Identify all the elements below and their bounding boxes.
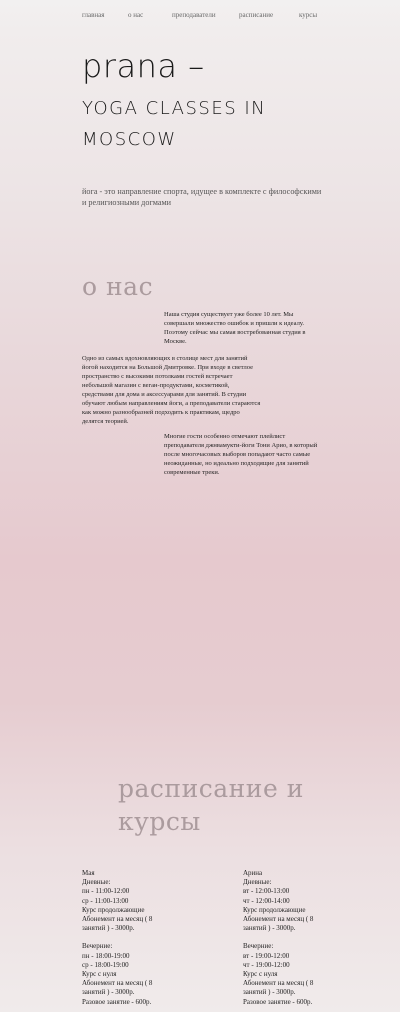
single-price-line: Разовое занятие - 600р. (82, 997, 152, 1006)
nav-link-teachers[interactable]: преподаватели (172, 11, 216, 19)
teacher-schedule-maya (82, 869, 172, 1007)
brand-title: prana – (82, 47, 205, 85)
schedule-line: чт - 12:00-14:00 (243, 896, 290, 905)
price-line: Абонемент на месяц ( 8 занятий ) - 3000р. (82, 915, 153, 933)
price-line: Абонемент на месяц ( 8 занятий ) - 3000р. (243, 979, 314, 997)
nav-link-schedule[interactable]: расписание (239, 11, 274, 19)
day-heading: Дневные: (82, 878, 111, 887)
nav-link-home[interactable]: главная (82, 11, 105, 19)
course-line: Курс продолжающие (243, 905, 306, 914)
schedule-heading: расписание и курсы (118, 774, 304, 836)
about-paragraph: Многие гости особенно отмечают плейлист преподавателя джнвамукти-йоги Тони Арио, в который после многочасовых выборов попадают часто самые неожиданные, но идеально подходящие для занятий современные треки. (164, 433, 318, 476)
nav-link-courses[interactable]: курсы (299, 11, 318, 19)
about-paragraph: Одно из самых вдохновляющих в столице мест для занятий йогой находится на Большой Дмитровке. При входе в светлое пространство с высокими потолками гостей встречает небольшой магазин с веган-продуктами, косметикой, средствами для дома и аксессуарами для занятий. В студии обучают любым направлениям йоги, а преподаватели стараются как можно разнообразней подходить к практикам, щедро делятся теорией. (82, 355, 261, 425)
course-line: Курс с нуля (82, 970, 117, 979)
hero-intro: йога - это направление спорта, идущее в комплекте с философскими и религиозными догмами (82, 187, 322, 207)
course-line: Курс продолжающие (82, 905, 145, 914)
schedule-line: вт - 12:00-13:00 (243, 887, 290, 896)
schedule-line: пн - 11:00-12:00 (82, 887, 130, 896)
price-line: Абонемент на месяц ( 8 занятий ) - 3000р. (243, 915, 314, 933)
course-line: Курс с нуля (243, 970, 278, 979)
schedule-line: пн - 18:00-19:00 (82, 951, 130, 960)
nav-link-about[interactable]: о нас (128, 11, 144, 19)
schedule-line: ср - 18:00-19:00 (82, 960, 129, 969)
about-paragraph: Наша студия существует уже более 10 лет. Мы совершали множество ошибок и пришли к идеалу. Поэтому сейчас мы самая востребованная студия в Москве. (164, 311, 306, 345)
single-price-line: Разовое занятие - 600р. (243, 997, 313, 1006)
about-heading: о нас (82, 272, 154, 301)
teacher-schedule-arina (243, 869, 333, 1007)
top-nav (0, 0, 400, 30)
hero-tagline: YOGA CLASSES IN MOSCOW (82, 98, 267, 150)
evening-heading: Вечерние: (82, 942, 113, 951)
day-heading: Дневные: (243, 878, 272, 887)
evening-heading: Вечерние: (243, 942, 274, 951)
schedule-line: чт - 19:00-12:00 (243, 960, 290, 969)
schedule-line: ср - 11:00-13:00 (82, 896, 129, 905)
schedule-line: вт - 19:00-12:00 (243, 951, 290, 960)
teacher-name: Арина (243, 869, 263, 877)
teacher-name: Мая (82, 869, 95, 877)
price-line: Абонемент на месяц ( 8 занятий ) - 3000р. (82, 979, 153, 997)
